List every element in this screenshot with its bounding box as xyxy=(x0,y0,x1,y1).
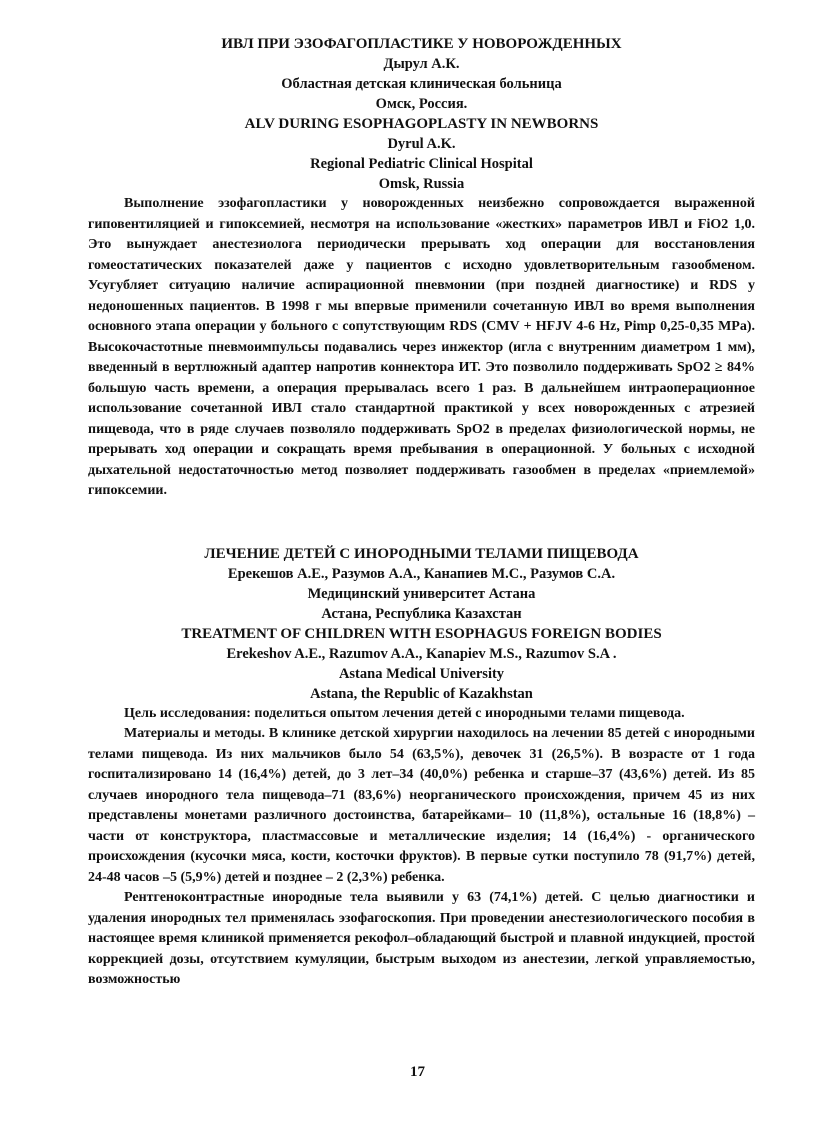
article1-title-en: ALV DURING ESOPHAGOPLASTY IN NEWBORNS xyxy=(244,116,599,132)
article2-paragraph-results: Рентгеноконтрастные инородные тела выявили у 63 (74,1%) детей. С целью диагностики и удаления инородных тел применялась эзофагоскопия. При проведении анестезиологического пособия в настоящее время клиникой применяется рекофол–обладающий быстрой и плавной индукцией, простой коррекцией дозы, отсутствием кумуляции, быстрым выходом из анестезии, легкой управляемостью, возможностью xyxy=(88,890,755,987)
page-number: 17 xyxy=(410,1064,425,1080)
article2-city-en: Astana, the Republic of Kazakhstan xyxy=(310,685,533,702)
article1-author-en: Dyrul A.K. xyxy=(387,136,456,152)
article1-city-en: Omsk, Russia xyxy=(378,176,465,192)
article2-title-ru: ЛЕЧЕНИЕ ДЕТЕЙ С ИНОРОДНЫМИ ТЕЛАМИ ПИЩЕВОДА xyxy=(204,545,639,562)
article2-authors-en: Erekeshov A.E., Razumov A.A., Kanapiev M.S., Razumov S.A . xyxy=(226,645,617,662)
article2-authors-ru: Ерекешов А.Е., Разумов А.А., Канапиев М.С., Разумов С.А. xyxy=(227,565,616,582)
article2-paragraph-goal: Цель исследования: поделиться опытом лечения детей с инородными телами пищевода. xyxy=(124,705,685,721)
article2-paragraph-methods: Материалы и методы. В клинике детской хирургии находилось на лечении 85 детей с инородными телами пищевода. Из них мальчиков было 54 (63,5%), девочек 31 (26,5%). В возрасте от 1 года госпитализировано 14 (16,4%) детей, до 3 лет–34 (40,0%) ребенка и старше–37 (43,6%) детей. Из 85 случаев инородного тела пищевода–71 (83,6%) неорганического происхождения, причем 45 из них представлены монетами различного достоинства, батарейками– 10 (11,8%), остальные 16 (18,8%) – части от конструктора, пластмассовые и металлические изделия; 14 (16,4%) - органического происхождения (кусочки мяса, кости, косточки фруктов). В первые сутки поступило 78 (91,7%) детей, 24-48 часов –5 (5,9%) детей и позднее – 2 (2,3%) ребенка. xyxy=(88,726,755,885)
article1-city-ru: Омск, Россия. xyxy=(375,96,468,112)
article2-title-en: TREATMENT OF CHILDREN WITH ESOPHAGUS FOREIGN BODIES xyxy=(181,625,662,642)
article1-paragraph: Выполнение эзофагопластики у новорожденных неизбежно сопровождается выраженной гиповентиляцией и гипоксемией, несмотря на использование «жестких» параметров ИВЛ и FiO2 1,0. Это вынуждает анестезиолога периодически прерывать ход операции для восстановления гомеостатических показателей даже у пациентов с исходно удовлетворительным газообменом. Усугубляет ситуацию наличие аспирационной пневмонии (при поздней диагностике) и RDS у недоношенных пациентов. В 1998 г мы впервые применили сочетанную ИВЛ во время выполнения основного этапа операции у больного с сопутствующим RDS (CMV + HFJV 4-6 Hz, Pimp 0,25-0,35 MPa). Высокочастотные пневмоимпульсы подавались через инжектор (игла с внутренним диаметром 1 мм), введенный в вертлюжный адаптер напротив коннектора ИТ. Это позволило поддерживать SpO2 ≥ 84% большую часть времени, а операция прерывалась всего 1 раз. В дальнейшем интраоперационное использование сочетанной ИВЛ стало стандартной практикой у всех новорожденных с атрезией пищевода, что в ряде случаев позволяло поддерживать SpO2 в пределах физиологической нормы, не прерывать ход операции и сокращать время пребывания в операционной. У больных с исходной дыхательной недостаточностью метод позволяет поддерживать газообмен в пределах «приемлемой» гипоксемии. xyxy=(88,196,755,498)
article1-author-ru: Дырул А.К. xyxy=(383,56,460,72)
section-gap xyxy=(88,502,755,544)
article2-city-ru: Астана, Республика Казахстан xyxy=(321,605,522,622)
article1-title-ru: ИВЛ ПРИ ЭЗОФАГОПЛАСТИКЕ У НОВОРОЖДЕННЫХ xyxy=(221,36,622,52)
article1-affiliation-en: Regional Pediatric Clinical Hospital xyxy=(310,156,533,172)
article2-affiliation-ru: Медицинский университет Астана xyxy=(307,585,536,602)
article2-affiliation-en: Astana Medical University xyxy=(338,665,505,682)
article1-affiliation-ru: Областная детская клиническая больница xyxy=(281,76,562,92)
